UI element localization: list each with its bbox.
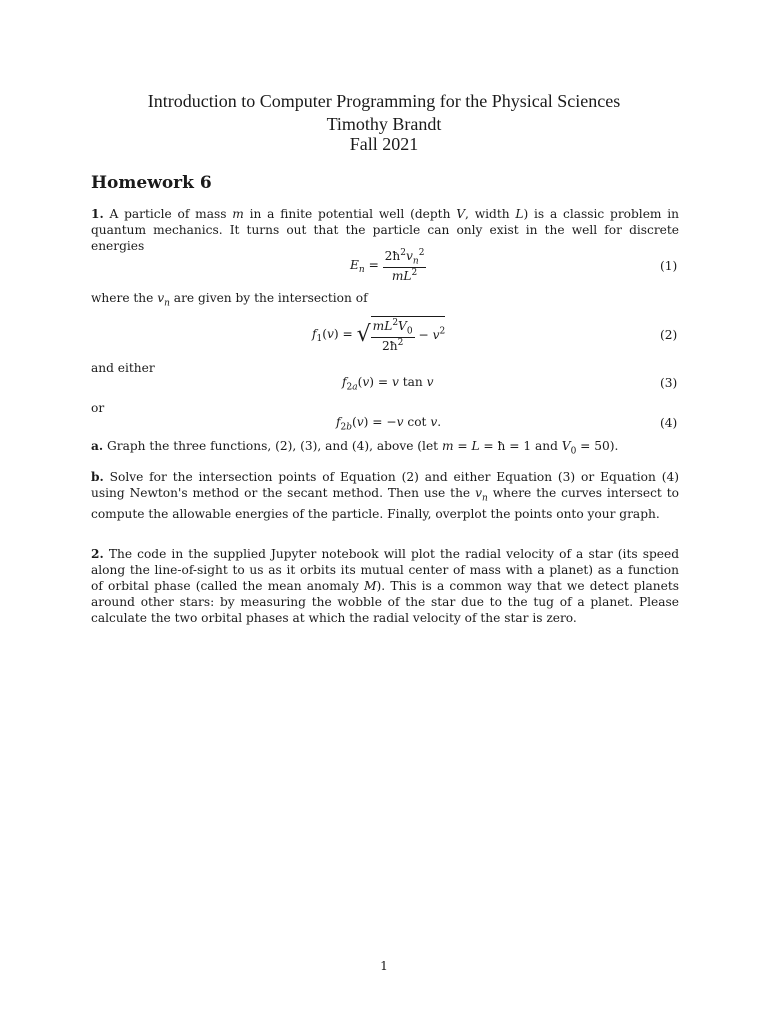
problem2-text: 2. The code in the supplied Jupyter notebook will plot the radial velocity of a star (its speed along the line-of-sight to us as it orbits its mutual center of mass with a planet) as a function of orbital phase (called the mean anomaly M). This is a common way that we detect planets around other stars: by measuring the wobble of the star due to the tug of a planet. Please calculate the two orbital phases at which the radial velocity of the star is zero.	[91, 547, 679, 625]
term: Fall 2021	[349, 134, 419, 154]
equation-3-number: (3)	[660, 376, 678, 390]
part-b: b. Solve for the intersection points of Equation (2) and either Equation (3) or Equation (4) using Newton's method or the secant method. Then use the $v_n$ where the curves intersect to compute the allowable energies of the particle. Finally, overplot the points onto your graph.	[91, 470, 679, 522]
page-number: 1	[380, 959, 388, 973]
document-title: Introduction to Computer Programming for the Physical Sciences	[147, 91, 621, 111]
homework-heading: Homework 6	[91, 173, 212, 193]
equation-2: $f_1(v)$ = √ $\frac{mL^2V_0}{2ħ^2}$ − $v^2$	[312, 318, 446, 353]
problem1-intro: 1. A particle of mass m in a finite potential well (depth V, width L) is a classic problem in quantum mechanics. It turns out that the particle can only exist in the well for discrete energies	[91, 207, 679, 253]
problem1-number: 1.	[91, 207, 104, 221]
equation-3: $f_{2a}(v) = v$ tan v	[342, 375, 434, 393]
text-between-1: where the $v_n$ are given by the intersection of	[91, 291, 368, 309]
author-name: Timothy Brandt	[326, 114, 442, 134]
part-a-label: a.	[91, 439, 104, 453]
equation-4: $f_{2b}(v) = -v$ cot v.	[336, 415, 442, 433]
problem2-number: 2.	[91, 547, 104, 561]
part-a: a. Graph the three functions, (2), (3), and (4), above (let m = L = ħ = 1 and $V_0 = 50$).	[91, 439, 619, 457]
equation-4-number: (4)	[660, 416, 678, 430]
text-between-2: and either	[91, 361, 155, 375]
equation-1: $E_n$ = $\frac{2ħ^2v_n^2}{mL^2}$	[350, 248, 425, 283]
text-between-3: or	[91, 401, 105, 415]
equation-2-number: (2)	[660, 328, 678, 342]
equation-1-number: (1)	[660, 259, 678, 273]
part-b-label: b.	[91, 470, 104, 484]
